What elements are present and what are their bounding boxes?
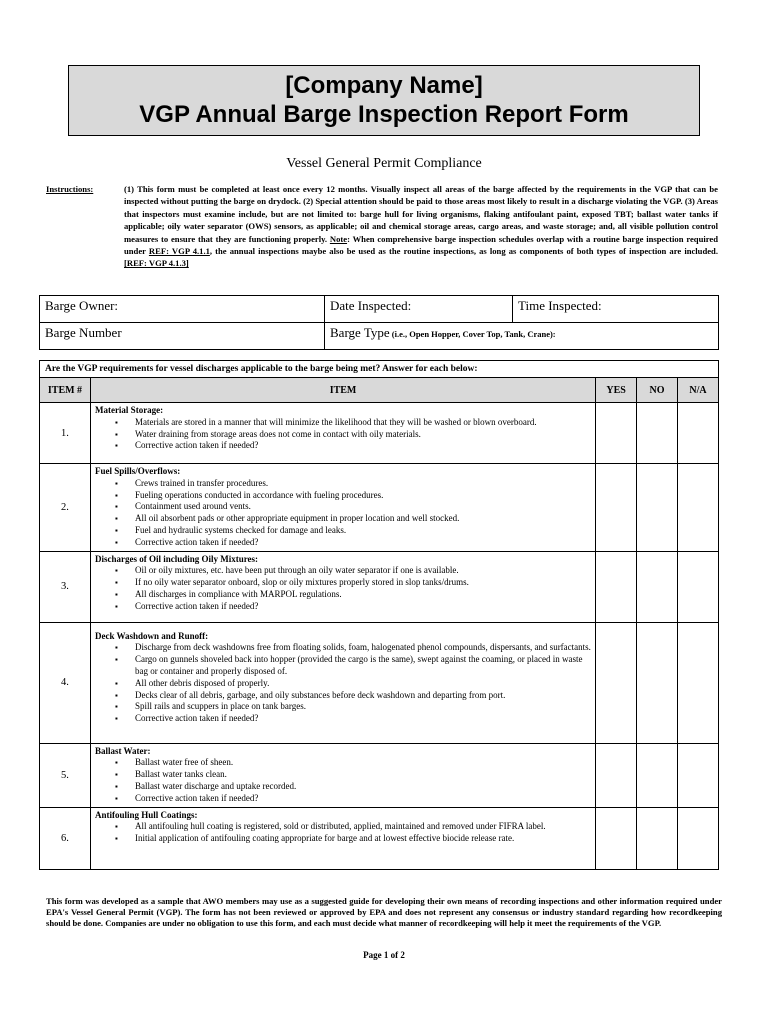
- header-yes: YES: [596, 378, 637, 403]
- section-title: Antifouling Hull Coatings:: [94, 809, 198, 820]
- date-inspected-field[interactable]: Date Inspected:: [325, 296, 513, 323]
- list-item: ▪ Containment used around vents.: [135, 501, 591, 513]
- section-title: Material Storage:: [94, 405, 164, 415]
- list-item: ▪ All discharges in compliance with MARPOL regulations.: [135, 589, 591, 601]
- no-cell[interactable]: [637, 464, 678, 552]
- na-cell[interactable]: [678, 551, 719, 622]
- na-cell[interactable]: [678, 464, 719, 552]
- list-item: ▪ Oil or oily mixtures, etc. have been put through an oily water separator if one is available.: [135, 565, 591, 577]
- item-description: [90, 743, 595, 807]
- item-number: 2.: [40, 464, 91, 552]
- list-item: ▪ If no oily water separator onboard, slop or oily mixtures properly stored in slop tanks/drums.: [135, 577, 591, 589]
- na-cell[interactable]: [678, 622, 719, 743]
- checklist-row-2: [40, 464, 719, 552]
- list-item: ▪ Fueling operations conducted in accordance with fueling procedures.: [135, 490, 591, 502]
- no-cell[interactable]: [637, 807, 678, 869]
- item-description: [90, 403, 595, 464]
- ref-vgp-411: REF: VGP 4.1.1: [148, 246, 210, 257]
- list-item: ▪ Crews trained in transfer procedures.: [135, 478, 591, 490]
- list-item: ▪ All other debris disposed of properly.: [135, 678, 591, 690]
- list-item: ▪ All oil absorbent pads or other appropriate equipment in proper location and well stocked.: [135, 513, 591, 525]
- list-item: ▪ Corrective action taken if needed?: [135, 601, 591, 613]
- form-subtitle: Vessel General Permit Compliance: [286, 156, 482, 171]
- no-cell[interactable]: [637, 403, 678, 464]
- yes-cell[interactable]: [596, 403, 637, 464]
- checklist-row-6: [40, 807, 719, 869]
- instructions-block: [46, 183, 718, 270]
- yes-cell[interactable]: [596, 551, 637, 622]
- list-item: ▪ Corrective action taken if needed?: [135, 537, 591, 549]
- list-item: ▪ Initial application of antifouling coating appropriate for barge and at lowest effective biocide release rate.: [135, 833, 591, 845]
- list-item: ▪ Cargo on gunnels shoveled back into hopper (provided the cargo is the same), swept against the coaming, or placed in waste bag or container and properly disposed of.: [135, 654, 591, 678]
- list-item: ▪ All antifouling hull coating is registered, sold or distributed, applied, maintained and removed under FIFRA label.: [135, 821, 591, 833]
- yes-cell[interactable]: [596, 464, 637, 552]
- item-number: 4.: [40, 622, 91, 743]
- list-item: ▪ Corrective action taken if needed?: [135, 440, 591, 452]
- inspection-checklist-table: [39, 360, 719, 870]
- na-cell[interactable]: [678, 807, 719, 869]
- list-item: ▪ Decks clear of all debris, garbage, and oily substances before deck washdown and departing from port.: [135, 690, 591, 702]
- list-item: ▪ Spill rails and scuppers in place on tank barges.: [135, 701, 591, 713]
- no-cell[interactable]: [637, 551, 678, 622]
- instructions-text: (1) This form must be completed at least once every 12 months. Visually inspect all areas of the barge affected by the requirements in the VGP that can be inspected without putting the barge on drydock. (2) Special attention should be paid to those areas most likely to result in a discharge violating the VGP. (3) Areas that inspectors must examine include, but are not limited to: barge hull for living organisms, flaking antifoulant paint, exposed TBT; ballast water tanks if applicable; oily water separator (OWS) sensors, as applicable; oil and chemical storage areas, cargo areas, and waste storage; and, all visible pollution control measures to ensure that they are functioning properly. Note: When comprehensive barge inspection schedules overlap with a routine barge inspection required under REF: VGP 4.1.1, the annual inspections maybe also be used as the routine inspections, as long as components of both types of inspection are included. [REF: VGP 4.1.3]: [124, 184, 718, 269]
- item-description: [90, 551, 595, 622]
- no-cell[interactable]: [637, 622, 678, 743]
- item-description: [90, 464, 595, 552]
- header-na: N/A: [678, 378, 719, 403]
- form-title: VGP Annual Barge Inspection Report Form: [139, 101, 629, 128]
- item-number: 6.: [40, 807, 91, 869]
- yes-cell[interactable]: [596, 622, 637, 743]
- item-number: 1.: [40, 403, 91, 464]
- item-description: [90, 622, 595, 743]
- list-item: ▪ Ballast water free of sheen.: [135, 757, 591, 769]
- checklist-row-4: [40, 622, 719, 743]
- note-label: Note: [329, 233, 348, 244]
- section-title: Deck Washdown and Runoff:: [94, 630, 209, 641]
- barge-info-table: [39, 295, 719, 350]
- checklist-row-5: [40, 743, 719, 807]
- list-item: ▪ Corrective action taken if needed?: [135, 713, 591, 725]
- yes-cell[interactable]: [596, 807, 637, 869]
- na-cell[interactable]: [678, 403, 719, 464]
- ref-vgp-413: [REF: VGP 4.1.3]: [124, 258, 189, 269]
- instructions-label: Instructions:: [46, 184, 94, 194]
- checklist-question: Are the VGP requirements for vessel discharges applicable to the barge being met? Answer for each below:: [40, 361, 719, 378]
- header-no: NO: [637, 378, 678, 403]
- header-item-number: ITEM #: [40, 378, 91, 403]
- checklist-row-1: [40, 403, 719, 464]
- barge-type-field[interactable]: Barge Type (i.e., Open Hopper, Cover Top, Tank, Crane):: [325, 323, 719, 350]
- disclaimer-footer: This form was developed as a sample that AWO members may use as a suggested guide for developing their own means of recording inspections and other information required under EPA's Vessel General Permit (VGP). The form has not been reviewed or approved by EPA and does not represent any consensus or industry standard regarding how recordkeeping should be done. Companies are under no obligation to use this form, and each must decide what manner of recordkeeping will help it meet the requirements of the VGP.: [46, 896, 722, 928]
- list-item: ▪ Water draining from storage areas does not come in contact with oily materials.: [135, 429, 591, 441]
- header-item: ITEM: [90, 378, 595, 403]
- item-number: 3.: [40, 551, 91, 622]
- barge-owner-field[interactable]: Barge Owner:: [40, 296, 325, 323]
- list-item: ▪ Fuel and hydraulic systems checked for damage and leaks.: [135, 525, 591, 537]
- list-item: ▪ Ballast water tanks clean.: [135, 769, 591, 781]
- no-cell[interactable]: [637, 743, 678, 807]
- list-item: ▪ Discharge from deck washdowns free from floating solids, foam, halogenated phenol compounds, dispersants, and surfactants.: [135, 642, 591, 654]
- list-item: ▪ Materials are stored in a manner that will minimize the likelihood that they will be washed or blown overboard.: [135, 417, 591, 429]
- checklist-row-3: [40, 551, 719, 622]
- section-title: Discharges of Oil including Oily Mixtures:: [94, 553, 259, 564]
- item-description: [90, 807, 595, 869]
- page-number: Page 1 of 2: [363, 950, 405, 960]
- barge-number-field[interactable]: Barge Number: [40, 323, 325, 350]
- na-cell[interactable]: [678, 743, 719, 807]
- list-item: ▪ Ballast water discharge and uptake recorded.: [135, 781, 591, 793]
- time-inspected-field[interactable]: Time Inspected:: [513, 296, 719, 323]
- title-banner: [68, 65, 700, 136]
- list-item: ▪ Corrective action taken if needed?: [135, 793, 591, 805]
- company-name: [Company Name]: [285, 72, 483, 99]
- item-number: 5.: [40, 743, 91, 807]
- section-title: Ballast Water:: [94, 745, 151, 756]
- yes-cell[interactable]: [596, 743, 637, 807]
- section-title: Fuel Spills/Overflows:: [94, 466, 181, 476]
